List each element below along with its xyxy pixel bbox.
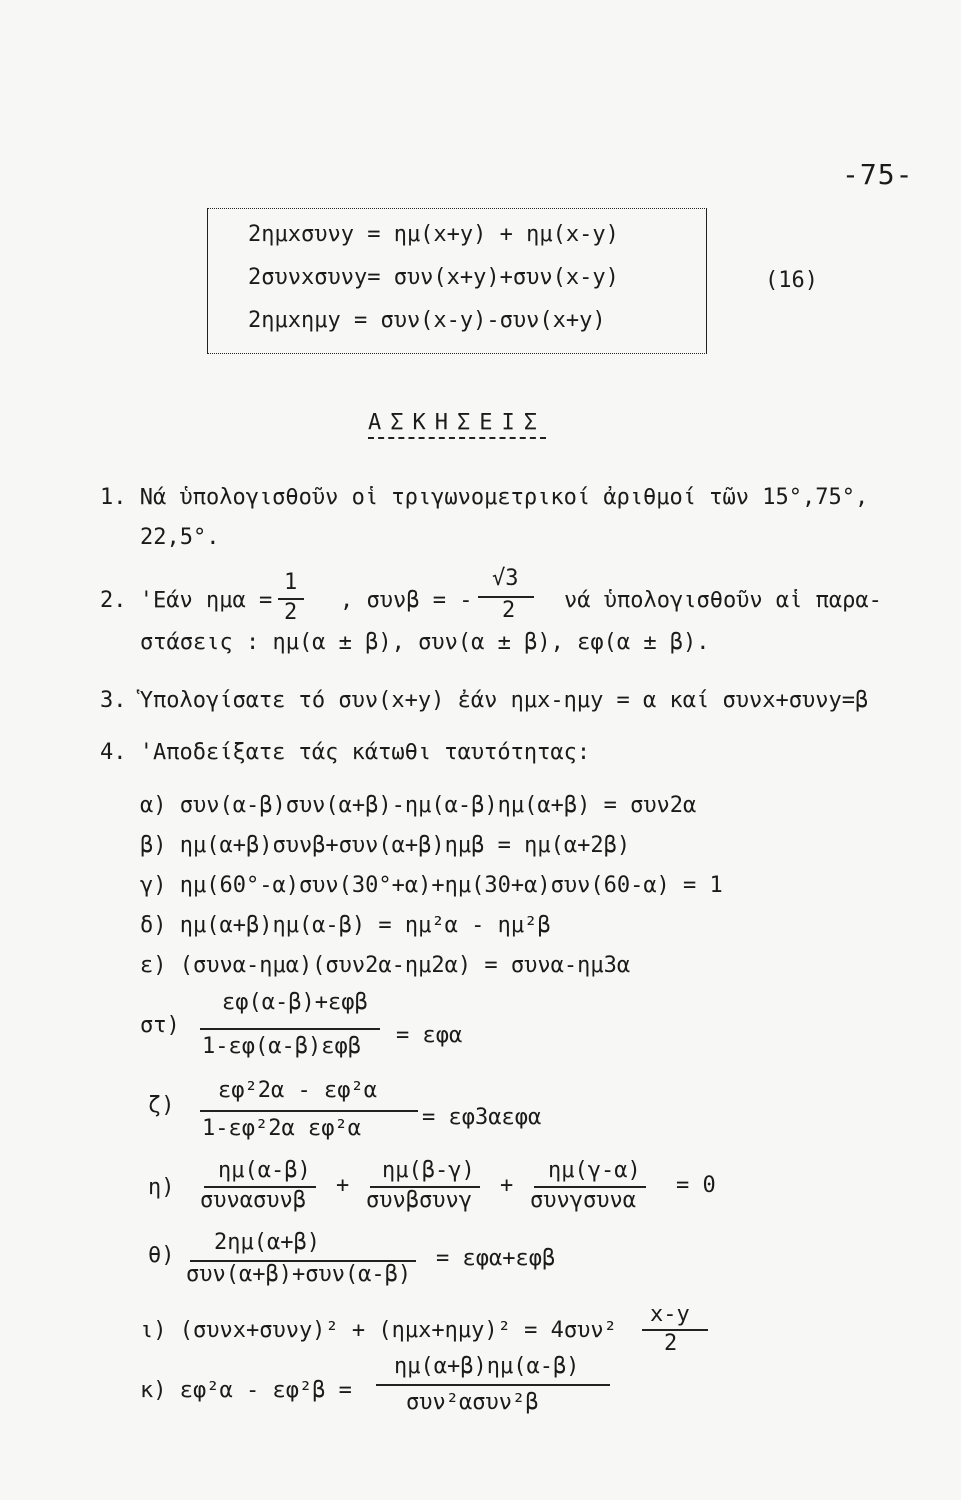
fraction-bar <box>200 1110 418 1112</box>
identity-b: β) ημ(α+β)συνβ+συν(α+β)ημβ = ημ(α+2β) <box>140 833 631 858</box>
identity-st-rhs: = εφα <box>396 1023 463 1048</box>
fraction-denominator: συν(α+β)+συν(α-β) <box>186 1262 412 1287</box>
fraction-numerator: 2ημ(α+β) <box>214 1230 320 1255</box>
plus-sign: + <box>336 1173 350 1198</box>
exercise-2-suffix: νά ὑπολογισθοῦν αἱ παρα- <box>564 588 882 613</box>
fraction-denominator: 2 <box>284 600 298 625</box>
fraction-numerator: εφ(α-β)+εφβ <box>222 990 368 1015</box>
identity-a: α) συν(α-β)συν(α+β)-ημ(α-β)ημ(α+β) = συν2α <box>140 793 697 818</box>
identity-z-rhs: = εφ3αεφα <box>422 1105 542 1130</box>
fraction-denominator: 1-εφ(α-β)εφβ <box>202 1034 361 1059</box>
fraction-numerator: √3 <box>492 566 519 591</box>
box-formula-3: 2ημxημy = συν(x-y)-συν(x+y) <box>248 308 606 333</box>
identity-k-lhs: κ) εφ²α - εφ²β = <box>140 1378 352 1403</box>
fraction-bar <box>376 1384 610 1386</box>
exercise-2-prefix: 2. 'Εάν ημα = <box>100 588 273 613</box>
exercise-1-line-2: 22,5°. <box>140 525 220 550</box>
fraction-denominator: συνβσυνγ <box>366 1188 472 1213</box>
fraction-bar <box>200 1028 380 1030</box>
exercise-4-intro: 4. 'Αποδείξατε τάς κάτωθι ταυτότητας: <box>100 740 591 765</box>
fraction-numerator: ημ(γ-α) <box>548 1158 641 1183</box>
page-number: -75- <box>842 158 914 191</box>
fraction-denominator: 1-εφ²2α εφ²α <box>202 1116 361 1141</box>
box-formula-2: 2συνxσυνy= συν(x+y)+συν(x-y) <box>248 265 619 290</box>
exercise-2-mid: , συνβ = - <box>340 588 473 613</box>
fraction-numerator: 1 <box>284 570 298 595</box>
exercise-2-line-2: στάσεις : ημ(α ± β), συν(α ± β), εφ(α ± β). <box>140 630 710 655</box>
equation-tag: (16) <box>765 268 818 293</box>
box-formula-1: 2ημxσυνy = ημ(x+y) + ημ(x-y) <box>248 222 619 247</box>
fraction-denominator: συν²ασυν²β <box>406 1390 539 1415</box>
fraction-numerator: εφ²2α - εφ²α <box>218 1078 377 1103</box>
fraction-numerator: x-y <box>650 1302 690 1327</box>
identity-st-label: στ) <box>140 1013 180 1038</box>
identity-h-rhs: = 0 <box>676 1173 716 1198</box>
plus-sign: + <box>500 1173 514 1198</box>
fraction-denominator: 2 <box>502 598 516 623</box>
exercise-3: 3. Ὑπολογίσατε τό συν(x+y) ἐάν ημx-ημy = α καί συνx+συνy=β <box>100 688 869 713</box>
fraction-denominator: συνασυνβ <box>200 1188 306 1213</box>
identity-c: γ) ημ(60°-α)συν(30°+α)+ημ(30+α)συν(60-α) = 1 <box>140 873 723 898</box>
fraction-numerator: ημ(β-γ) <box>382 1158 475 1183</box>
identity-th-label: θ) <box>148 1243 175 1268</box>
identity-i-lhs: ι) (συνx+συνy)² + (ημx+ημy)² = 4συν² <box>140 1318 617 1343</box>
exercise-1-line-1: 1. Νά ὑπολογισθοῦν οἱ τριγωνομετρικοί ἀριθμοί τῶν 15°,75°, <box>100 485 869 510</box>
identity-h-label: η) <box>148 1175 175 1200</box>
section-heading: ΑΣΚΗΣΕΙΣ <box>368 410 546 439</box>
identity-e: ε) (συνα-ημα)(συν2α-ημ2α) = συνα-ημ3α <box>140 953 631 978</box>
identity-z-label: ζ) <box>148 1093 175 1118</box>
fraction-numerator: ημ(α+β)ημ(α-β) <box>394 1354 580 1379</box>
fraction-numerator: ημ(α-β) <box>218 1158 311 1183</box>
fraction-denominator: 2 <box>664 1331 678 1356</box>
identity-th-rhs: = εφα+εφβ <box>436 1246 556 1271</box>
identity-d: δ) ημ(α+β)ημ(α-β) = ημ²α - ημ²β <box>140 913 551 938</box>
fraction-denominator: συνγσυνα <box>530 1188 636 1213</box>
